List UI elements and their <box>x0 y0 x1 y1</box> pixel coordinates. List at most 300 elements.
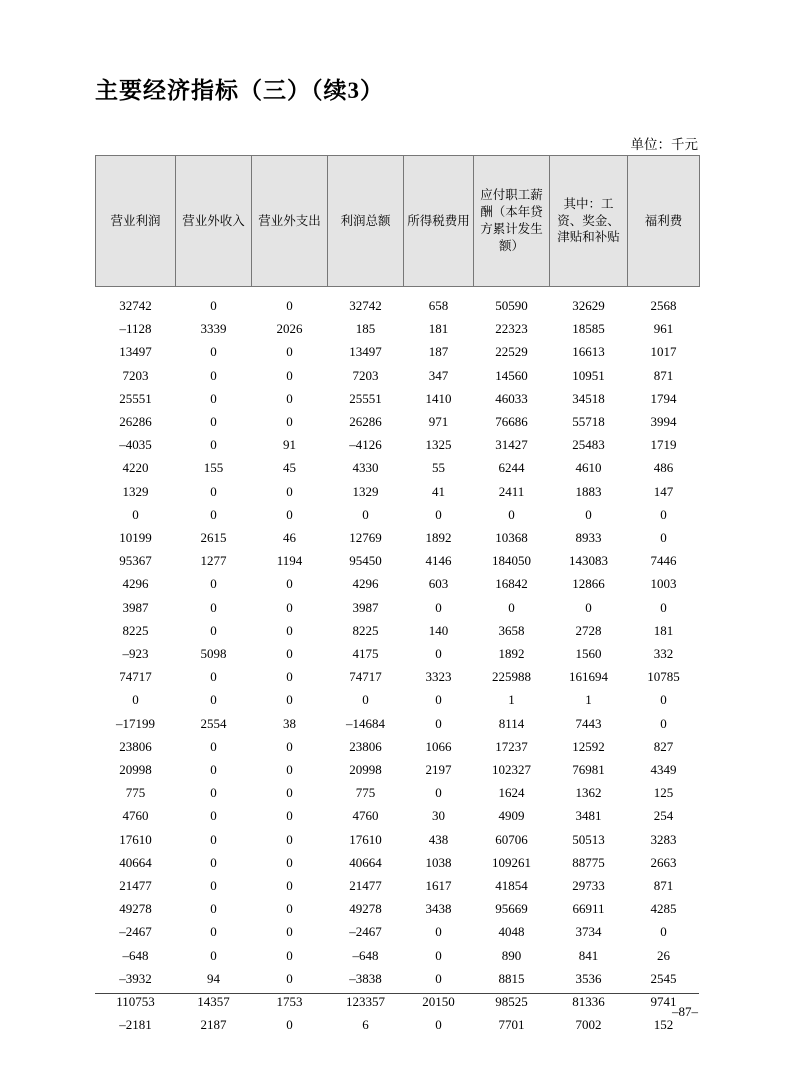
table-cell: 0 <box>435 785 442 801</box>
table-cell: 841 <box>578 947 599 963</box>
table-cell: 0 <box>210 669 217 685</box>
table-cell: 41 <box>432 483 445 499</box>
table-cell: 4610 <box>575 460 602 476</box>
table-cell: 1325 <box>425 437 452 453</box>
table-cell: 38 <box>283 715 296 731</box>
table-row <box>96 340 700 363</box>
table-cell: 20998 <box>349 762 382 778</box>
table-cell: –17199 <box>116 715 155 731</box>
table-cell: 1 <box>585 692 592 708</box>
table-cell: 20998 <box>119 762 152 778</box>
table-cell: 3283 <box>650 831 677 847</box>
table-cell: 8933 <box>575 530 602 546</box>
table-cell: 23806 <box>119 738 152 754</box>
table-cell: 91 <box>283 437 296 453</box>
table-cell: 123357 <box>346 994 385 1010</box>
table-row <box>96 712 700 735</box>
table-cell: 26286 <box>349 414 382 430</box>
table-row <box>96 410 700 433</box>
table-cell: –923 <box>122 646 149 662</box>
table-cell: 1883 <box>575 483 602 499</box>
table-cell: 0 <box>660 692 667 708</box>
table-cell: 40664 <box>349 854 382 870</box>
table-cell: 10368 <box>495 530 528 546</box>
table-cell: 8815 <box>498 970 525 986</box>
table-cell: 10951 <box>572 367 605 383</box>
table-cell: –648 <box>352 947 379 963</box>
table-cell: 25551 <box>349 390 382 406</box>
table-cell: 25483 <box>572 437 605 453</box>
table-row <box>96 387 700 410</box>
table-row <box>96 874 700 897</box>
table-cell: 0 <box>210 506 217 522</box>
table-cell: 0 <box>286 762 293 778</box>
table-row <box>96 758 700 781</box>
table-cell: 161694 <box>569 669 608 685</box>
table-cell: 0 <box>286 1017 293 1033</box>
table-cell: 66911 <box>572 901 605 917</box>
table-cell: 0 <box>286 599 293 615</box>
table-cell: 32629 <box>572 298 605 313</box>
table-cell: 55718 <box>572 414 605 430</box>
table-cell: 31427 <box>495 437 528 453</box>
table-cell: 95450 <box>349 553 382 569</box>
table-cell: 486 <box>653 460 674 476</box>
table-cell: 0 <box>286 390 293 406</box>
table-cell: 0 <box>210 947 217 963</box>
table-cell: 6 <box>362 1017 369 1033</box>
table-row <box>96 364 700 387</box>
table-cell: 21477 <box>119 878 152 894</box>
table-cell: 0 <box>435 646 442 662</box>
table-cell: 4760 <box>122 808 149 824</box>
table-cell: 0 <box>286 506 293 522</box>
table-cell: 2728 <box>575 622 602 638</box>
table-cell: 0 <box>132 692 139 708</box>
table-cell: 22323 <box>495 321 528 337</box>
table-cell: 0 <box>286 738 293 754</box>
data-table-container <box>95 155 699 1037</box>
table-cell: 98525 <box>495 994 528 1010</box>
table-cell: 3658 <box>498 622 525 638</box>
table-cell: 13497 <box>119 344 152 360</box>
table-cell: 1003 <box>650 576 677 592</box>
table-cell: 152 <box>653 1017 674 1033</box>
table-cell: 0 <box>660 924 667 940</box>
table-cell: 7443 <box>575 715 602 731</box>
table-cell: 50513 <box>572 831 605 847</box>
table-cell: 3339 <box>200 321 227 337</box>
table-cell: 0 <box>286 483 293 499</box>
table-cell: 871 <box>653 878 674 894</box>
table-cell: 76686 <box>495 414 528 430</box>
table-cell: 1753 <box>276 994 303 1010</box>
table-row <box>96 287 700 318</box>
table-cell: 41854 <box>495 878 528 894</box>
table-cell: 1066 <box>425 738 452 754</box>
table-row <box>96 433 700 456</box>
table-cell: 0 <box>286 622 293 638</box>
table-cell: –4035 <box>119 437 152 453</box>
table-cell: 2545 <box>650 970 677 986</box>
table-cell: 1560 <box>575 646 602 662</box>
table-cell: 181 <box>428 321 449 337</box>
table-cell: 0 <box>210 367 217 383</box>
table-cell: 0 <box>362 506 369 522</box>
table-cell: 0 <box>210 854 217 870</box>
table-cell: 76981 <box>572 762 605 778</box>
table-cell: 0 <box>286 785 293 801</box>
table-cell: 8225 <box>122 622 149 638</box>
table-cell: 0 <box>435 947 442 963</box>
column-header-total-profit: 利润总额 <box>328 156 404 287</box>
table-cell: –3838 <box>349 970 382 986</box>
table-cell: 0 <box>286 924 293 940</box>
table-cell: 7002 <box>575 1017 602 1033</box>
table-cell: 147 <box>653 483 674 499</box>
table-cell: 961 <box>653 321 674 337</box>
table-cell: 88775 <box>572 854 605 870</box>
table-cell: 0 <box>286 901 293 917</box>
table-cell: 1 <box>508 692 515 708</box>
table-cell: –3932 <box>119 970 152 986</box>
table-cell: 0 <box>286 669 293 685</box>
table-cell: 26286 <box>119 414 152 430</box>
table-cell: 32742 <box>349 298 382 313</box>
table-cell: 871 <box>653 367 674 383</box>
table-cell: 438 <box>428 831 449 847</box>
column-header-wages-bonuses-allowances: 其中：工资、奖金、津贴和补贴 <box>550 156 628 287</box>
table-cell: 140 <box>428 622 449 638</box>
table-cell: 125 <box>653 785 674 801</box>
table-cell: 4760 <box>352 808 379 824</box>
table-row <box>96 967 700 990</box>
table-cell: 49278 <box>119 901 152 917</box>
table-cell: 0 <box>286 878 293 894</box>
table-cell: 12866 <box>572 576 605 592</box>
table-cell: 0 <box>132 506 139 522</box>
table-cell: 143083 <box>569 553 608 569</box>
table-cell: 890 <box>501 947 522 963</box>
table-cell: 8114 <box>498 715 525 731</box>
table-cell: 225988 <box>492 669 531 685</box>
table-cell: 2197 <box>425 762 452 778</box>
table-cell: 0 <box>660 530 667 546</box>
unit-note: 单位：千元 <box>630 137 698 152</box>
table-cell: 110753 <box>116 994 155 1010</box>
column-header-income-tax-expense: 所得税费用 <box>404 156 474 287</box>
table-cell: 18585 <box>572 321 605 337</box>
table-cell: 0 <box>435 924 442 940</box>
table-row <box>96 456 700 479</box>
table-cell: 1794 <box>650 390 677 406</box>
table-row <box>96 596 700 619</box>
table-cell: 155 <box>203 460 224 476</box>
table-cell: 94 <box>207 970 220 986</box>
table-cell: 40664 <box>119 854 152 870</box>
table-cell: 0 <box>210 622 217 638</box>
table-cell: 0 <box>286 646 293 662</box>
table-cell: 14560 <box>495 367 528 383</box>
table-row <box>96 688 700 711</box>
table-cell: 1892 <box>425 530 452 546</box>
table-cell: 34518 <box>572 390 605 406</box>
table-cell: 2663 <box>650 854 677 870</box>
table-cell: 4220 <box>122 460 149 476</box>
table-cell: 2411 <box>498 483 525 499</box>
table-cell: 254 <box>653 808 674 824</box>
table-cell: 7701 <box>498 1017 525 1033</box>
table-cell: 0 <box>435 506 442 522</box>
column-header-non-operating-income: 营业外收入 <box>176 156 252 287</box>
table-cell: 0 <box>435 599 442 615</box>
table-cell: 102327 <box>492 762 531 778</box>
table-row <box>96 897 700 920</box>
table-cell: 4296 <box>352 576 379 592</box>
table-cell: 0 <box>286 576 293 592</box>
table-cell: –1128 <box>119 321 152 337</box>
table-cell: 16613 <box>572 344 605 360</box>
table-body <box>96 287 700 1037</box>
table-cell: 0 <box>210 808 217 824</box>
table-cell: –648 <box>122 947 149 963</box>
table-cell: 14357 <box>197 994 230 1010</box>
table-cell: 347 <box>428 367 449 383</box>
table-cell: 17610 <box>119 831 152 847</box>
table-cell: 0 <box>286 692 293 708</box>
table-cell: 3994 <box>650 414 677 430</box>
table-cell: 7203 <box>352 367 379 383</box>
table-cell: 971 <box>428 414 449 430</box>
table-cell: 187 <box>428 344 449 360</box>
table-cell: 332 <box>653 646 674 662</box>
table-cell: 4330 <box>352 460 379 476</box>
column-header-non-operating-expense: 营业外支出 <box>252 156 328 287</box>
table-cell: 17610 <box>349 831 382 847</box>
table-row <box>96 642 700 665</box>
table-cell: 12592 <box>572 738 605 754</box>
table-cell: 17237 <box>495 738 528 754</box>
table-cell: 12769 <box>349 530 382 546</box>
economic-indicators-table <box>95 155 700 1037</box>
table-cell: 0 <box>435 970 442 986</box>
table-cell: 2026 <box>276 321 303 337</box>
table-cell: 1194 <box>276 553 303 569</box>
table-cell: 0 <box>435 1017 442 1033</box>
table-cell: 60706 <box>495 831 528 847</box>
table-row <box>96 781 700 804</box>
table-cell: 30 <box>432 808 445 824</box>
table-row <box>96 619 700 642</box>
table-cell: 4146 <box>425 553 452 569</box>
table-cell: 4175 <box>352 646 379 662</box>
table-row <box>96 317 700 340</box>
table-row <box>96 735 700 758</box>
table-cell: –2181 <box>119 1017 152 1033</box>
table-cell: 1892 <box>498 646 525 662</box>
table-cell: 4296 <box>122 576 149 592</box>
table-cell: 81336 <box>572 994 605 1010</box>
table-cell: 8225 <box>352 622 379 638</box>
table-cell: 2568 <box>650 298 677 313</box>
table-cell: 4349 <box>650 762 677 778</box>
table-cell: 95367 <box>119 553 152 569</box>
table-cell: 3481 <box>575 808 602 824</box>
table-cell: 95669 <box>495 901 528 917</box>
table-cell: 0 <box>660 506 667 522</box>
table-cell: 3536 <box>575 970 602 986</box>
table-cell: 46033 <box>495 390 528 406</box>
table-cell: –14684 <box>346 715 385 731</box>
table-cell: 2187 <box>200 1017 227 1033</box>
table-cell: 0 <box>286 947 293 963</box>
table-cell: 2554 <box>200 715 227 731</box>
table-cell: 21477 <box>349 878 382 894</box>
table-cell: 181 <box>653 622 674 638</box>
table-row <box>96 549 700 572</box>
table-cell: 49278 <box>349 901 382 917</box>
table-cell: 74717 <box>119 669 152 685</box>
table-row <box>96 944 700 967</box>
table-cell: 0 <box>210 785 217 801</box>
table-row <box>96 804 700 827</box>
table-cell: 0 <box>286 298 293 313</box>
table-cell: 0 <box>210 692 217 708</box>
table-cell: –4126 <box>349 437 382 453</box>
column-header-welfare-expense: 福利费 <box>628 156 700 287</box>
table-cell: 0 <box>210 344 217 360</box>
table-cell: 9741 <box>650 994 677 1010</box>
table-cell: 4048 <box>498 924 525 940</box>
table-cell: 7203 <box>122 367 149 383</box>
table-cell: 13497 <box>349 344 382 360</box>
column-header-operating-profit: 营业利润 <box>96 156 176 287</box>
table-cell: 1329 <box>122 483 149 499</box>
table-cell: 775 <box>355 785 376 801</box>
table-header-row <box>96 156 700 287</box>
page-title: 主要经济指标（三）（续3） <box>95 78 384 103</box>
table-cell: 0 <box>435 715 442 731</box>
table-cell: 10785 <box>647 669 680 685</box>
table-cell: 4909 <box>498 808 525 824</box>
table-cell: 20150 <box>422 994 455 1010</box>
table-cell: 1719 <box>650 437 677 453</box>
table-cell: 2615 <box>200 530 227 546</box>
table-cell: 0 <box>210 901 217 917</box>
table-cell: 5098 <box>200 646 227 662</box>
table-cell: 0 <box>585 506 592 522</box>
table-cell: 0 <box>660 599 667 615</box>
table-cell: 29733 <box>572 878 605 894</box>
table-cell: 0 <box>210 599 217 615</box>
table-cell: 0 <box>210 437 217 453</box>
table-cell: 0 <box>286 344 293 360</box>
table-cell: 0 <box>286 854 293 870</box>
table-cell: 0 <box>210 483 217 499</box>
table-cell: 0 <box>210 924 217 940</box>
table-cell: 775 <box>125 785 146 801</box>
table-cell: 0 <box>210 298 217 313</box>
table-row <box>96 851 700 874</box>
table-cell: 0 <box>286 367 293 383</box>
table-cell: 3438 <box>425 901 452 917</box>
table-cell: 0 <box>508 599 515 615</box>
table-cell: 3734 <box>575 924 602 940</box>
table-cell: 16842 <box>495 576 528 592</box>
table-cell: 0 <box>286 970 293 986</box>
table-cell: 50590 <box>495 298 528 313</box>
table-cell: 22529 <box>495 344 528 360</box>
table-cell: 0 <box>362 692 369 708</box>
table-cell: 0 <box>286 831 293 847</box>
table-cell: 7446 <box>650 553 677 569</box>
table-cell: 0 <box>210 576 217 592</box>
table-cell: 25551 <box>119 390 152 406</box>
table-cell: 0 <box>210 414 217 430</box>
table-row <box>96 572 700 595</box>
table-cell: 6244 <box>498 460 525 476</box>
table-row <box>96 920 700 943</box>
table-cell: –2467 <box>119 924 152 940</box>
table-cell: 0 <box>508 506 515 522</box>
table-cell: 0 <box>210 831 217 847</box>
table-cell: 0 <box>210 738 217 754</box>
table-cell: 0 <box>585 599 592 615</box>
table-row <box>96 828 700 851</box>
table-cell: –2467 <box>349 924 382 940</box>
table-cell: 74717 <box>349 669 382 685</box>
table-cell: 1362 <box>575 785 602 801</box>
table-cell: 827 <box>653 738 674 754</box>
table-cell: 3987 <box>352 599 379 615</box>
table-cell: 23806 <box>349 738 382 754</box>
table-cell: 184050 <box>492 553 531 569</box>
bottom-rule <box>95 993 699 994</box>
table-cell: 0 <box>660 715 667 731</box>
table-cell: 1617 <box>425 878 452 894</box>
table-cell: 109261 <box>492 854 531 870</box>
table-cell: 0 <box>286 414 293 430</box>
table-cell: 1017 <box>650 344 677 360</box>
table-cell: 1329 <box>352 483 379 499</box>
table-cell: 0 <box>210 762 217 778</box>
table-cell: 0 <box>210 878 217 894</box>
table-cell: 1410 <box>425 390 452 406</box>
table-cell: 603 <box>428 576 449 592</box>
table-cell: 185 <box>355 321 376 337</box>
table-cell: 1038 <box>425 854 452 870</box>
table-cell: 55 <box>432 460 445 476</box>
table-cell: 0 <box>210 390 217 406</box>
table-row <box>96 526 700 549</box>
table-cell: 1624 <box>498 785 525 801</box>
table-cell: 1277 <box>200 553 227 569</box>
table-row <box>96 480 700 503</box>
table-cell: 10199 <box>119 530 152 546</box>
table-row <box>96 1013 700 1036</box>
table-cell: 3323 <box>425 669 452 685</box>
table-row <box>96 503 700 526</box>
page-number: –87– <box>672 1004 698 1019</box>
table-row <box>96 665 700 688</box>
table-cell: 4285 <box>650 901 677 917</box>
table-cell: 3987 <box>122 599 149 615</box>
table-cell: 46 <box>283 530 296 546</box>
column-header-employee-compensation-payable: 应付职工薪酬（本年贷方累计发生额） <box>474 156 550 287</box>
table-cell: 32742 <box>119 298 152 313</box>
table-cell: 0 <box>435 692 442 708</box>
table-cell: 45 <box>283 460 296 476</box>
